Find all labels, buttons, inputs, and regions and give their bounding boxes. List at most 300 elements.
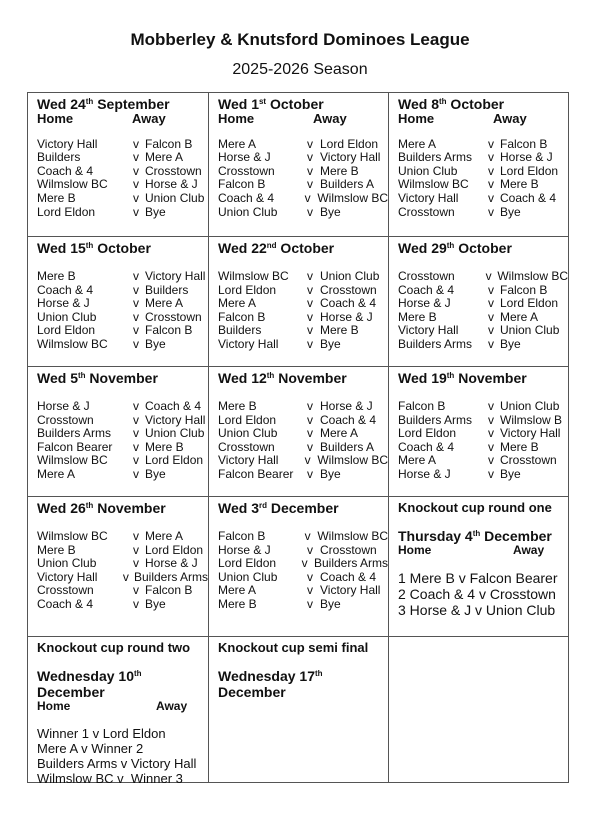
- versus-label: v: [133, 204, 139, 219]
- fixture-row: [218, 192, 388, 206]
- away-team: Falcon B: [145, 323, 193, 338]
- versus-label: v: [488, 204, 494, 219]
- fixture-row: [37, 178, 208, 192]
- home-team: Union Club: [37, 556, 97, 571]
- date-suffix: th: [85, 241, 94, 250]
- week-cell: [209, 237, 389, 367]
- date-day: Wed 22: [218, 240, 267, 256]
- away-team: Victory Hall: [320, 150, 381, 165]
- week-date: [37, 370, 208, 386]
- away-team: Coach & 4: [320, 296, 377, 311]
- home-away-header: [218, 112, 388, 126]
- fixture-row: [218, 557, 388, 571]
- fixture-row: [37, 206, 208, 220]
- away-label: Away: [156, 699, 188, 713]
- home-team: Crosstown: [398, 204, 455, 219]
- fixture-row: [218, 151, 388, 165]
- away-team: Victory Hall: [145, 269, 206, 283]
- away-team: Bye: [145, 204, 166, 219]
- fixture-row: [218, 311, 388, 325]
- fixture-row: [398, 324, 568, 338]
- home-team: Victory Hall: [37, 569, 98, 584]
- home-away-header: [398, 544, 568, 558]
- date-day: Wed 19: [398, 370, 447, 386]
- fixture-row: [218, 427, 388, 441]
- fixture-row: [37, 270, 208, 284]
- fixture-row: [218, 584, 388, 598]
- date-suffix: th: [472, 529, 481, 538]
- fixture-row: [37, 165, 208, 179]
- home-team: Mere B: [218, 596, 257, 611]
- date-day: Thursday 4: [398, 528, 473, 544]
- versus-label: v: [488, 399, 494, 413]
- home-team: Horse & J: [398, 296, 451, 311]
- fixture-row: [398, 270, 568, 284]
- versus-label: v: [307, 177, 313, 192]
- away-team: Builders A: [320, 439, 375, 454]
- week-cell: [209, 93, 389, 237]
- home-team: Mere B: [37, 190, 76, 205]
- cup-date: [218, 668, 388, 700]
- away-team: Union Club: [500, 323, 560, 338]
- home-team: Victory Hall: [398, 323, 459, 338]
- versus-label: v: [307, 596, 313, 611]
- home-label: Home: [218, 111, 255, 126]
- date-day: Wed 8: [398, 96, 439, 112]
- away-team: Mere B: [320, 163, 359, 178]
- date-day: Wed 15: [37, 240, 86, 256]
- versus-label: v: [133, 583, 139, 598]
- date-day: Wednesday 17: [218, 668, 316, 684]
- versus-label: v: [304, 190, 311, 205]
- fixture-row: [398, 165, 568, 179]
- versus-label: v: [133, 336, 139, 351]
- cup-fixture: Winner 1 v Lord Eldon: [37, 725, 166, 741]
- versus-label: v: [307, 204, 313, 219]
- home-team: Falcon B: [398, 399, 446, 413]
- week-cell: [28, 497, 209, 637]
- home-team: Wilmslow BC: [37, 336, 108, 351]
- fixture-row: [218, 178, 388, 192]
- fixture-row: [218, 324, 388, 338]
- versus-label: v: [488, 150, 494, 165]
- away-team: Wilmslow BC: [317, 190, 388, 205]
- fixture-row: [218, 454, 388, 468]
- away-team: Coach & 4: [320, 569, 377, 584]
- fixture-row: [37, 414, 208, 428]
- versus-label: v: [133, 439, 139, 454]
- date-day: Wednesday 10: [37, 668, 135, 684]
- date-month: November: [274, 370, 347, 386]
- home-team: Lord Eldon: [218, 412, 277, 427]
- fixture-row: [218, 400, 388, 414]
- fixture-row: [218, 544, 388, 558]
- fixture-row: [37, 151, 208, 165]
- home-team: Builders: [218, 323, 262, 338]
- week-cell: [28, 93, 209, 237]
- home-label: Home: [37, 111, 74, 126]
- home-team: Mere A: [218, 296, 257, 311]
- away-team: Bye: [145, 466, 166, 481]
- away-team: Wilmslow BC: [317, 529, 388, 543]
- fixture-row: [37, 427, 208, 441]
- home-team: Mere A: [218, 136, 257, 151]
- away-team: Union Club: [145, 426, 205, 441]
- versus-label: v: [488, 296, 494, 311]
- fixture-row: [37, 530, 208, 544]
- home-team: Mere B: [218, 399, 257, 413]
- away-team: Mere A: [500, 309, 539, 324]
- date-month: December: [37, 684, 105, 700]
- versus-label: v: [307, 412, 313, 427]
- away-team: Lord Eldon: [320, 136, 379, 151]
- versus-label: v: [307, 336, 313, 351]
- fixture-row: [37, 441, 208, 455]
- date-month: October: [446, 96, 505, 112]
- fixture-list: [218, 270, 388, 352]
- versus-label: v: [304, 453, 311, 468]
- cup-date: [398, 528, 568, 544]
- home-team: Mere A: [398, 136, 437, 151]
- week-date: [37, 240, 208, 256]
- home-label: Home: [37, 699, 71, 713]
- versus-label: v: [307, 466, 313, 481]
- week-date: [398, 96, 568, 112]
- date-month: December: [218, 684, 286, 700]
- fixture-list: [37, 138, 208, 220]
- fixture-row: [218, 138, 388, 152]
- versus-label: v: [304, 529, 311, 543]
- date-suffix: th: [85, 97, 94, 106]
- home-team: Crosstown: [398, 269, 455, 283]
- week-cell: [389, 237, 568, 367]
- versus-label: v: [133, 136, 139, 151]
- date-month: September: [93, 96, 170, 112]
- away-team: Horse & J: [320, 399, 373, 413]
- home-team: Falcon B: [218, 529, 266, 543]
- home-team: Horse & J: [398, 466, 451, 481]
- away-team: Falcon B: [500, 136, 548, 151]
- date-month: October: [266, 96, 324, 112]
- date-suffix: th: [438, 97, 447, 106]
- fixture-list: [398, 138, 568, 220]
- home-team: Wilmslow BC: [37, 177, 108, 192]
- versus-label: v: [488, 282, 494, 297]
- away-label: Away: [493, 111, 527, 126]
- versus-label: v: [307, 399, 313, 413]
- home-team: Coach & 4: [398, 439, 455, 454]
- home-team: Coach & 4: [37, 596, 94, 611]
- away-team: Mere B: [320, 323, 359, 338]
- versus-label: v: [307, 269, 313, 283]
- home-team: Coach & 4: [218, 190, 275, 205]
- fixture-list: [218, 400, 388, 482]
- versus-label: v: [488, 453, 494, 468]
- away-team: Wilmslow B: [500, 412, 562, 427]
- date-day: Wed 3: [218, 500, 259, 516]
- fixture-row: [37, 400, 208, 414]
- fixture-row: [218, 165, 388, 179]
- home-team: Builders Arms: [398, 412, 473, 427]
- home-team: Coach & 4: [398, 282, 455, 297]
- home-team: Falcon B: [218, 309, 266, 324]
- away-team: Builders: [145, 282, 189, 297]
- versus-label: v: [307, 136, 313, 151]
- cup-fixture: 3 Horse & J v Union Club: [398, 601, 556, 618]
- fixture-row: [218, 297, 388, 311]
- home-team: Union Club: [218, 569, 278, 584]
- date-suffix: st: [258, 97, 267, 106]
- fixture-row: [398, 192, 568, 206]
- week-cell: [209, 367, 389, 497]
- away-team: Coach & 4: [500, 190, 557, 205]
- date-suffix: th: [134, 669, 142, 678]
- versus-label: v: [488, 323, 494, 338]
- home-team: Horse & J: [218, 542, 271, 557]
- fixture-list: [398, 400, 568, 482]
- home-team: Union Club: [37, 309, 97, 324]
- away-team: Mere A: [145, 296, 184, 311]
- fixture-list: [37, 400, 208, 482]
- home-team: Coach & 4: [37, 282, 94, 297]
- away-team: Crosstown: [320, 542, 377, 557]
- fixture-row: [218, 530, 388, 544]
- versus-label: v: [133, 269, 139, 283]
- cup-round-one-cell: [389, 497, 568, 637]
- home-team: Union Club: [218, 204, 278, 219]
- date-month: October: [276, 240, 335, 256]
- fixture-row: [37, 297, 208, 311]
- away-team: Lord Eldon: [145, 453, 204, 468]
- home-team: Falcon Bearer: [37, 439, 113, 454]
- date-suffix: th: [85, 501, 94, 510]
- fixture-row: [37, 138, 208, 152]
- away-team: Bye: [145, 596, 166, 611]
- fixture-row: [37, 598, 208, 612]
- home-team: Builders Arms: [398, 150, 473, 165]
- cup-fixture: Wilmslow BC v Winner 3: [37, 770, 183, 786]
- cup-semi-final-cell: [209, 637, 389, 782]
- fixture-row: [218, 338, 388, 352]
- away-team: Bye: [320, 336, 341, 351]
- home-team: Lord Eldon: [218, 556, 277, 571]
- versus-label: v: [133, 412, 139, 427]
- versus-label: v: [133, 323, 139, 338]
- fixture-row: [398, 311, 568, 325]
- fixture-row: [398, 441, 568, 455]
- fixture-row: [398, 297, 568, 311]
- away-team: Falcon B: [500, 282, 548, 297]
- fixture-row: [37, 192, 208, 206]
- home-team: Lord Eldon: [37, 204, 96, 219]
- away-team: Builders Arms: [313, 556, 388, 571]
- season-title: 2025-2026 Season: [232, 61, 368, 78]
- away-team: Mere B: [500, 439, 539, 454]
- away-team: Coach & 4: [320, 412, 377, 427]
- fixture-row: [218, 571, 388, 585]
- versus-label: v: [488, 163, 494, 178]
- week-date: [37, 96, 208, 112]
- fixture-row: [37, 338, 208, 352]
- week-cell: [28, 237, 209, 367]
- fixtures-table: [27, 92, 569, 786]
- week-date: [398, 240, 568, 256]
- away-team: Wilmslow BC: [497, 269, 568, 283]
- away-team: Union Club: [320, 269, 380, 283]
- away-team: Victory Hall: [320, 583, 381, 598]
- date-month: November: [454, 370, 527, 386]
- fixture-row: [398, 414, 568, 428]
- away-team: Bye: [500, 336, 521, 351]
- away-team: Builders Arms: [133, 569, 208, 584]
- fixture-row: [398, 151, 568, 165]
- versus-label: v: [488, 177, 494, 192]
- home-team: Coach & 4: [37, 163, 94, 178]
- versus-label: v: [307, 282, 313, 297]
- fixture-row: [218, 441, 388, 455]
- week-cell: [28, 367, 209, 497]
- week-date: [218, 370, 388, 386]
- versus-label: v: [307, 163, 313, 178]
- home-team: Mere A: [37, 466, 76, 481]
- cup-fixture: Mere A v Winner 2: [37, 740, 144, 756]
- fixture-row: [398, 400, 568, 414]
- home-team: Victory Hall: [218, 336, 279, 351]
- away-team: Horse & J: [500, 150, 553, 165]
- date-suffix: nd: [266, 241, 277, 250]
- cup-date: [37, 668, 208, 700]
- versus-label: v: [133, 556, 139, 571]
- date-month: December: [480, 528, 552, 544]
- fixture-row: [218, 270, 388, 284]
- away-team: Mere A: [145, 150, 184, 165]
- home-team: Builders Arms: [398, 336, 473, 351]
- away-team: Mere A: [320, 426, 359, 441]
- week-date: [218, 240, 388, 256]
- fixture-row: [37, 311, 208, 325]
- away-team: Crosstown: [320, 282, 377, 297]
- away-team: Falcon B: [145, 136, 193, 151]
- home-team: Falcon B: [218, 177, 266, 192]
- away-team: Mere A: [145, 529, 184, 543]
- away-team: Horse & J: [145, 177, 198, 192]
- date-suffix: th: [266, 371, 275, 380]
- home-team: Falcon Bearer: [218, 466, 294, 481]
- away-team: Falcon B: [145, 583, 193, 598]
- away-team: Horse & J: [145, 556, 198, 571]
- away-team: Mere B: [500, 177, 539, 192]
- home-away-header: [37, 700, 208, 714]
- versus-label: v: [307, 439, 313, 454]
- versus-label: v: [133, 466, 139, 481]
- home-away-header: [398, 112, 568, 126]
- away-team: Bye: [320, 466, 341, 481]
- versus-label: v: [307, 323, 313, 338]
- away-team: Union Club: [500, 399, 560, 413]
- versus-label: v: [307, 569, 313, 584]
- away-label: Away: [313, 111, 347, 126]
- fixture-row: [398, 284, 568, 298]
- home-team: Union Club: [218, 426, 278, 441]
- fixture-row: [218, 206, 388, 220]
- home-team: Victory Hall: [218, 453, 279, 468]
- date-month: October: [454, 240, 512, 256]
- date-suffix: th: [446, 371, 455, 380]
- fixture-row: [218, 414, 388, 428]
- away-team: Horse & J: [320, 309, 373, 324]
- versus-label: v: [301, 556, 308, 571]
- fixture-list: [218, 530, 388, 612]
- fixture-row: [37, 557, 208, 571]
- away-team: Coach & 4: [145, 399, 202, 413]
- versus-label: v: [133, 426, 139, 441]
- versus-label: v: [488, 439, 494, 454]
- fixture-row: [37, 571, 208, 585]
- week-cell: [209, 497, 389, 637]
- week-cell: [389, 93, 568, 237]
- versus-label: v: [133, 529, 139, 543]
- versus-label: v: [488, 466, 494, 481]
- fixture-row: [37, 324, 208, 338]
- home-team: Wilmslow BC: [37, 529, 108, 543]
- home-team: Horse & J: [37, 296, 90, 311]
- versus-label: v: [133, 296, 139, 311]
- away-team: Wilmslow BC: [317, 453, 388, 468]
- home-team: Crosstown: [218, 439, 275, 454]
- date-day: Wed 29: [398, 240, 447, 256]
- versus-label: v: [488, 309, 494, 324]
- versus-label: v: [307, 150, 313, 165]
- versus-label: v: [307, 309, 313, 324]
- home-team: Wilmslow BC: [218, 269, 289, 283]
- home-team: Lord Eldon: [37, 323, 96, 338]
- home-team: Victory Hall: [37, 136, 98, 151]
- home-team: Lord Eldon: [218, 282, 277, 297]
- league-title: Mobberley & Knutsford Dominoes League: [130, 30, 470, 49]
- empty-cell: [389, 637, 568, 782]
- away-team: Bye: [145, 336, 166, 351]
- fixture-row: [37, 468, 208, 482]
- home-team: Builders: [37, 150, 81, 165]
- cup-round-two-cell: [28, 637, 209, 786]
- away-team: Union Club: [145, 190, 205, 205]
- versus-label: v: [307, 296, 313, 311]
- home-team: Horse & J: [218, 150, 271, 165]
- versus-label: v: [133, 282, 139, 297]
- home-away-header: [37, 112, 208, 126]
- home-team: Builders Arms: [37, 426, 112, 441]
- date-month: October: [93, 240, 151, 256]
- home-team: Wilmslow BC: [398, 177, 469, 192]
- home-team: Union Club: [398, 163, 458, 178]
- home-team: Crosstown: [37, 583, 94, 598]
- week-date: [398, 370, 568, 386]
- date-day: Wed 12: [218, 370, 267, 386]
- versus-label: v: [488, 136, 494, 151]
- away-team: Builders A: [320, 177, 375, 192]
- away-team: Crosstown: [145, 163, 202, 178]
- home-team: Mere A: [398, 453, 437, 468]
- week-date: [218, 500, 388, 516]
- home-team: Wilmslow BC: [37, 453, 108, 468]
- date-month: November: [85, 370, 158, 386]
- fixture-row: [398, 206, 568, 220]
- versus-label: v: [133, 542, 139, 557]
- away-team: Lord Eldon: [145, 542, 204, 557]
- fixture-row: [398, 468, 568, 482]
- away-team: Victory Hall: [145, 412, 206, 427]
- fixture-row: [37, 584, 208, 598]
